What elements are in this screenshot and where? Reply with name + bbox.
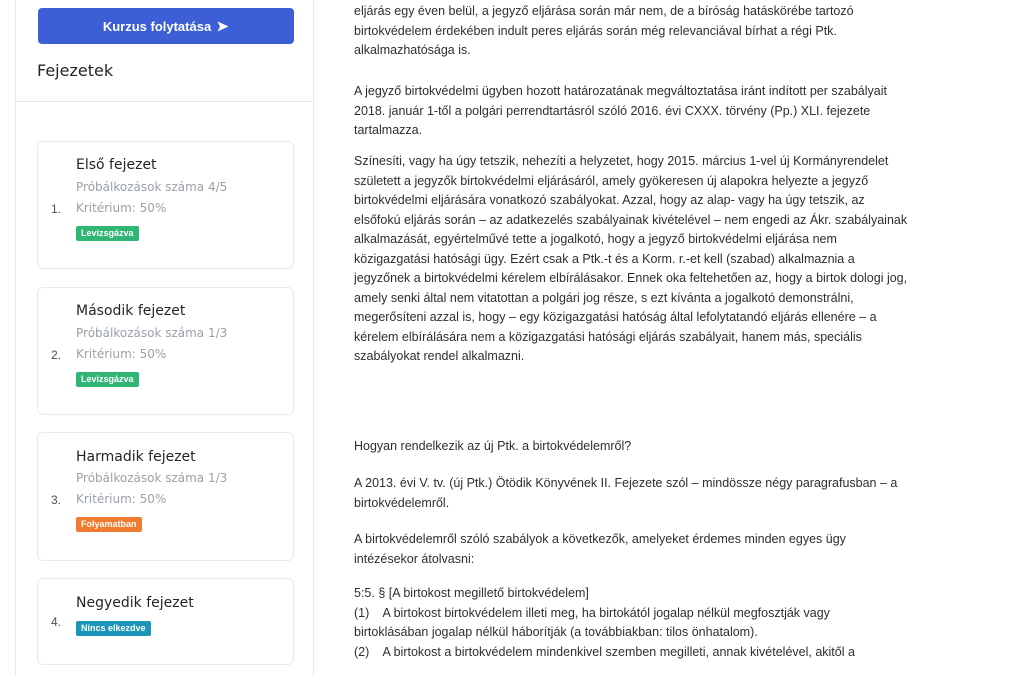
content-paragraph [354,152,954,367]
chapter-title: Második fejezet [76,303,186,319]
sidebar-divider [16,101,313,102]
chapter-card-3[interactable] [37,432,294,561]
text-line: amely senki által nem vitatottan a polgári jog része, s ezt kívánta a jogalkotó demonstrálni, [354,290,854,305]
chapter-number: 4. [51,615,62,629]
text-line: (2) A birtokost a birtokvédelem mindenkivel szemben megilleti, annak kivételével, akitől a [354,644,855,659]
status-badge: Nincs elkezdve [76,621,151,636]
text-line: megerősíteni azzal is, hogy – egy közigazgatási hatóság által lefolytatandó eljárás ellenére – a [354,310,877,324]
text-line: birtokvédelemről. [354,495,450,510]
text-line: elsőfokú eljárás során – az adatkezelés szabályainak kivételével – nem engedi az Ákr. szabályainak [354,212,908,227]
status-badge: Levizsgázva [76,226,139,241]
text-line: született a jegyzők birtokvédelmi eljárásáról, amely gyökeresen új alapokra helyezte a jegyző [354,173,869,188]
chapters-heading: Fejezetek [37,61,114,80]
chapter-card-2[interactable] [37,287,294,415]
chapter-criterion: Kritérium: 50% [76,347,167,361]
text-line: 2018. január 1-től a polgári perrendtartásról szóló 2016. évi CXXX. törvény (Pp.) XLI. fejezete [354,103,871,118]
chapter-card-1[interactable] [37,141,294,269]
text-line: alkalmazását, egyértelművé tette a jogalkotó, hogy a jegyző birtokvédelmi eljárása nem [354,232,837,246]
chapter-criterion: Kritérium: 50% [76,492,167,506]
chapter-number: 1. [51,202,62,216]
text-line: birtoklásában jogalap nélkül háborítják (a továbbiakban: tilos önhatalom). [354,625,758,639]
text-line: tartalmazza. [354,123,423,137]
text-line: alkalmazhatósága is. [354,43,471,57]
chapter-attempts: Próbálkozások száma 4/5 [76,180,228,194]
chapter-number: 2. [51,348,62,362]
content-paragraph [354,2,954,61]
text-line: A 2013. évi V. tv. (új Ptk.) Ötödik Könyvének II. Fejezete szól – mindössze négy paragrafusban – a [354,476,898,490]
chapter-title: Harmadik fejezet [76,449,196,465]
text-line: jegyzőnek a birtokvédelmi kérelem elbírálásakor. Ennek oka feltehetően az, hogy a birtok dologi jog, [354,271,908,285]
chapters-sidebar [15,0,314,676]
status-badge: Levizsgázva [76,372,139,387]
chapter-card-4[interactable] [37,578,294,665]
text-line: birtokvédelmi eljárására vonatkozó szabályokat. Azzal, hogy az alap- vagy ha úgy tetszik, az [354,193,865,207]
text-line: kérelem elbírálására nem a közigazgatási hatósági eljárás szabályait, hanem más, speciális [354,329,862,344]
text-line: 5:5. § [A birtokost megillető birtokvédelem] [354,586,589,600]
text-line: szabályokat rendel alkalmazni. [354,349,525,363]
text-line: A jegyző birtokvédelmi ügyben hozott határozatának megváltoztatása iránt indított per szabályait [354,84,887,98]
chapter-criterion: Kritérium: 50% [76,201,167,215]
chapter-title: Negyedik fejezet [76,595,194,611]
text-line: birtokvédelem érdekében indult peres eljárás során még relevanciával bírhat a régi Ptk. [354,23,837,38]
content-paragraph [354,82,954,141]
text-line: eljárás egy éven belül, a jegyző eljárása során már nem, de a bíróság hatáskörébe tartozó [354,4,854,18]
text-line: Színesíti, vagy ha úgy tetszik, nehezíti a helyzetet, hogy 2015. március 1-vel új Kormányrendelet [354,154,889,168]
continue-button-label: Kurzus folytatása [102,18,212,34]
status-badge: Folyamatban [76,517,142,532]
content-paragraph [354,584,954,662]
text-line: intézésekor átolvasni: [354,551,475,566]
content-paragraph [354,474,954,513]
chapter-title: Első fejezet [76,157,157,173]
content-paragraph [354,530,954,569]
text-line: A birtokvédelemről szóló szabályok a következők, amelyeket érdemes minden egyes ügy [354,532,846,546]
text-line: Hogyan rendelkezik az új Ptk. a birtokvédelemről? [354,439,632,453]
chapter-attempts: Próbálkozások száma 1/3 [76,326,228,340]
content-heading [354,437,954,457]
text-line: (1) A birtokost birtokvédelem illeti meg, ha birtokától jogalap nélkül megfosztják vagy [354,605,830,620]
lesson-content [354,0,954,676]
continue-course-button[interactable] [38,8,294,44]
play-arrow-icon [217,21,229,32]
chapter-attempts: Próbálkozások száma 1/3 [76,471,228,485]
chapter-number: 3. [51,493,62,507]
text-line: közigazgatási hatósági ügy. Ezért csak a Ptk.-t és a Korm. r.-et kell (szabad) alkalmaznia a [354,251,855,266]
